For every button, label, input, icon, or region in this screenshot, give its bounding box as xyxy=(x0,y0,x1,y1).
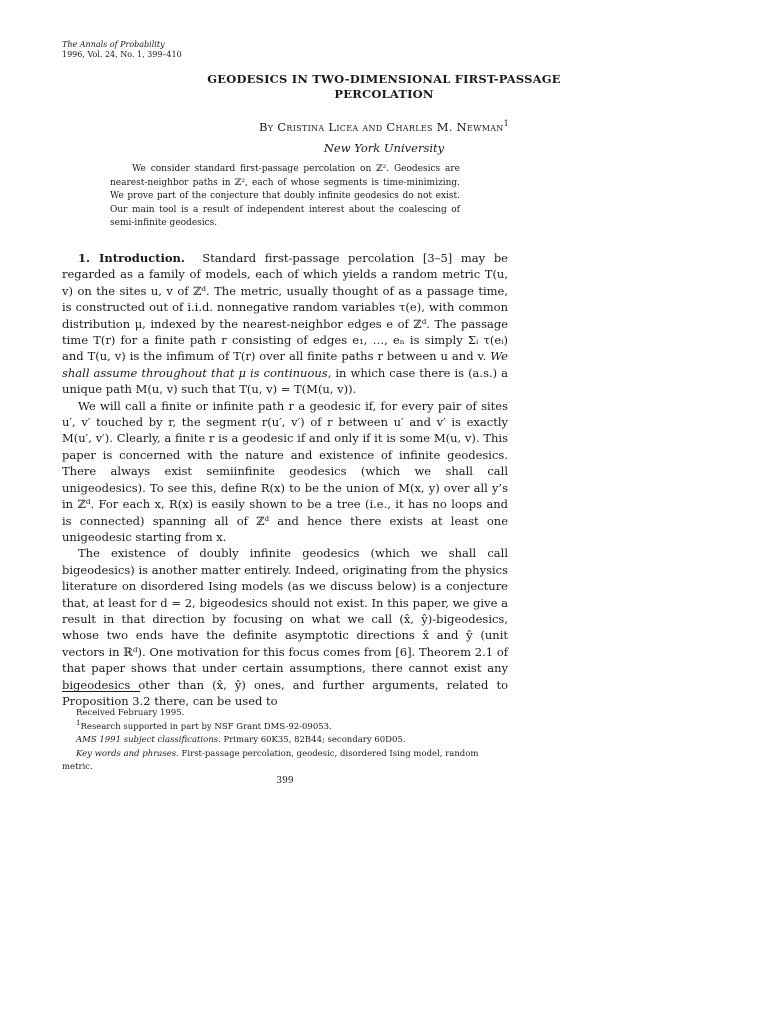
ams-label: AMS 1991 subject classifications. xyxy=(76,735,221,745)
section-heading: 1. Introduction. xyxy=(78,251,185,265)
keywords-label: Key words and phrases. xyxy=(76,748,179,759)
journal-header xyxy=(62,40,182,60)
support-footnote-mark: 1 xyxy=(76,717,81,727)
keywords-text: First-passage percolation, geodesic, disordered Ising model, random metric. xyxy=(62,748,479,772)
paper-title xyxy=(62,72,706,102)
ams-classification xyxy=(62,734,508,748)
received-note: Received February 1995. xyxy=(76,708,185,718)
footnotes xyxy=(62,707,508,775)
affiliation: New York University xyxy=(323,141,445,155)
paragraph-1-text-b: in which case there is (a.s.) a unique path M(u, v) such that T(u, v) = T(M(u, v)). xyxy=(62,365,508,397)
footnote-rule xyxy=(62,691,140,692)
page-number: 399 xyxy=(276,776,294,786)
author-footnote-mark: 1 xyxy=(503,119,509,129)
volume-line: 1996, Vol. 24, No. 1, 399–410 xyxy=(62,50,182,59)
support-note xyxy=(62,717,508,735)
paragraph-2: We will call a finite or infinite path r a geodesic if, for every pair of sites u′, v′ touched by r, the segment r(u′, v′) of r between u′ and v′ is exactly M(u′, v′). Clearly, a finite r is a geodesic if and only if it is some M(u, v). This paper is concerned with the nature and existence of infinite geodesics. There always exist semiinfinite geodesics (which we shall call unigeodesics). To see this, define R(x) to be the union of M(x, y) over all y’s in ℤᵈ. For each x, R(x) is easily shown to be a tree (i.e., it has no loops and is connected) spanning all of ℤᵈ and hence there exists at least one unigeodesic starting from x. xyxy=(62,398,508,544)
paragraph-3: The existence of doubly infinite geodesics (which we shall call bigeodesics) is another matter entirely. Indeed, originating from the physics literature on disordered Ising models (as we discuss below) is a conjecture that, at least for d = 2, bigeodesics should not exist. In this paper, we give a result in that direction by focusing on what we call (x̂, ŷ)-bigeodesics, whose two ends have the definite asymptotic directions x̂ and ŷ (unit vectors in ℝᵈ). One motivation for this focus comes from [6]. Theorem 2.1 of that paper shows that under certain assumptions, there cannot exist any bigeodesics other than (x̂, ŷ) ones, and further arguments, related to Proposition 3.2 there, can be used to xyxy=(62,546,508,708)
title-line-1: GEODESICS IN TWO-DIMENSIONAL FIRST-PASSAGE xyxy=(207,72,561,86)
author-names: By Cristina Licea and Charles M. Newman xyxy=(259,120,504,134)
paragraph-1-italic: We shall assume throughout that μ is continuous, xyxy=(62,349,508,380)
ams-codes: Primary 60K35, 82B44; secondary 60D05. xyxy=(223,735,406,745)
paragraph-1-text-a: Standard first-passage percolation [3–5] may be regarded as a family of models, each of which yields a random metric T(u, v) on the sites u, v of ℤᵈ. The metric, usually thought of as a passage time, is constructed out of i.i.d. nonnegative random variables τ(e), with common distribution μ, indexed by the nearest-neighbor edges e of ℤᵈ. The passage time T(r) for a finite path r consisting of edges e₁, …, eₙ is simply Σᵢ τ(eᵢ) and T(u, v) is the infimum of T(r) over all finite paths r between u and v. xyxy=(62,251,508,364)
keywords xyxy=(62,748,508,775)
body-text xyxy=(62,250,508,709)
journal-name: The Annals of Probability xyxy=(62,40,165,49)
paragraph-1 xyxy=(62,250,508,398)
title-line-2: PERCOLATION xyxy=(334,87,434,101)
abstract: We consider standard first-passage percolation on ℤ². Geodesics are nearest-neighbor paths in ℤ², each of whose segments is time-minimizing. We prove part of the conjecture that doubly infinite geodesics do not exist. Our main tool is a result of independent interest about the coalescing of semi-infinite geodesics. xyxy=(110,164,460,228)
authors xyxy=(62,120,706,134)
support-note-text: Research supported in part by NSF Grant DMS-92-09053. xyxy=(80,721,332,732)
